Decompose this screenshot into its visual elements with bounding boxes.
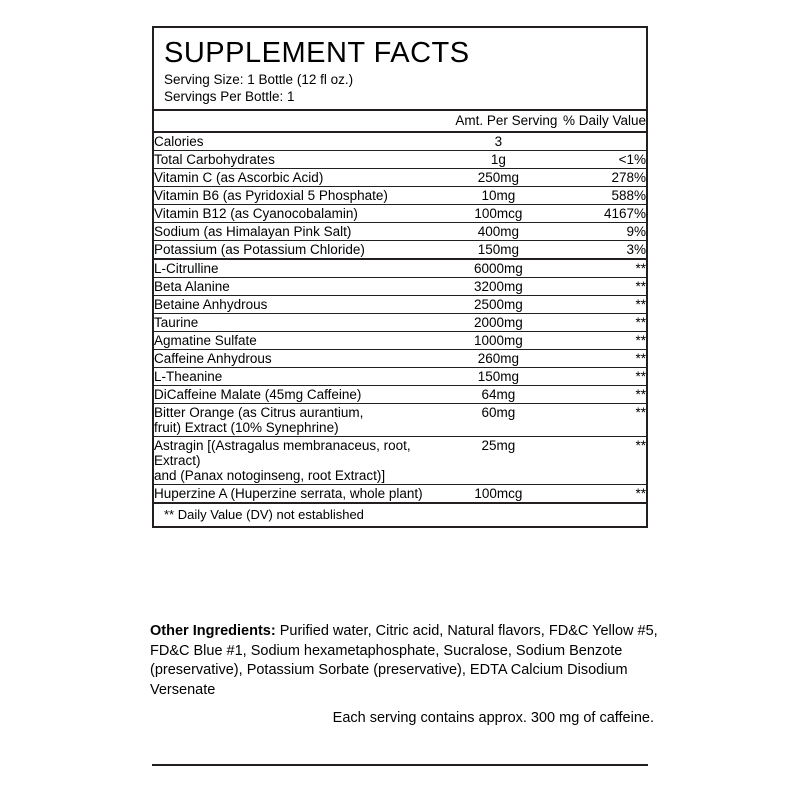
table-row bbox=[154, 205, 646, 223]
nutrient-dv: ** bbox=[557, 350, 646, 368]
table-row bbox=[154, 169, 646, 187]
servings-per-bottle: Servings Per Bottle: 1 bbox=[164, 89, 295, 105]
nutrient-name: Vitamin C (as Ascorbic Acid) bbox=[154, 169, 439, 187]
nutrient-amount: 100mcg bbox=[439, 205, 557, 223]
table-row bbox=[154, 241, 646, 259]
nutrient-amount: 260mg bbox=[439, 350, 557, 368]
header-amount: Amt. Per Serving bbox=[455, 113, 558, 129]
nutrient-dv: 4167% bbox=[557, 205, 646, 223]
table-row bbox=[154, 368, 646, 386]
nutrient-amount: 25mg bbox=[439, 437, 557, 485]
table-row bbox=[154, 223, 646, 241]
nutrient-name-line1: Astragin [(Astragalus membranaceus, root, Extract) bbox=[154, 438, 411, 469]
supplement-facts-panel bbox=[152, 26, 648, 528]
nutrient-name: L-Theanine bbox=[154, 368, 439, 386]
bottom-divider bbox=[152, 764, 648, 766]
nutrient-dv: ** bbox=[557, 314, 646, 332]
nutrient-amount: 3 bbox=[494, 134, 503, 150]
other-ingredients-list: Purified water, Citric acid, Natural flavors, FD&C Yellow #5, FD&C Blue #1, Sodium hexametaphosphate, Sucralose, Sodium Benzote (preservative), Potassium Sorbate (preservative), EDTA Calcium Disodium Versenate bbox=[150, 623, 658, 698]
table-row bbox=[154, 437, 646, 485]
nutrient-name bbox=[154, 404, 439, 437]
table-row bbox=[154, 332, 646, 350]
nutrient-amount: 150mg bbox=[439, 368, 557, 386]
table-row bbox=[154, 314, 646, 332]
nutrient-amount: 60mg bbox=[439, 404, 557, 437]
nutrient-name: Sodium (as Himalayan Pink Salt) bbox=[154, 223, 439, 241]
nutrient-name: Vitamin B6 (as Pyridoxial 5 Phosphate) bbox=[154, 187, 439, 205]
nutrient-dv: 588% bbox=[557, 187, 646, 205]
table-row bbox=[154, 151, 646, 169]
header-daily-value: % Daily Value bbox=[562, 113, 646, 129]
nutrient-name: Agmatine Sulfate bbox=[154, 332, 439, 350]
blend-rows bbox=[154, 260, 646, 502]
other-ingredients-text bbox=[150, 622, 660, 700]
serving-size: Serving Size: 1 Bottle (12 fl oz.) bbox=[164, 72, 354, 88]
caffeine-note: Each serving contains approx. 300 mg of caffeine. bbox=[332, 710, 654, 727]
nutrient-amount: 10mg bbox=[439, 187, 557, 205]
nutrient-amount: 400mg bbox=[439, 223, 557, 241]
nutrient-dv: ** bbox=[557, 296, 646, 314]
nutrient-name: Potassium (as Potassium Chloride) bbox=[154, 241, 439, 259]
nutrient-name: Huperzine A (Huperzine serrata, whole plant) bbox=[154, 485, 439, 503]
nutrient-amount: 100mcg bbox=[439, 485, 557, 503]
nutrient-name: Total Carbohydrates bbox=[154, 151, 439, 169]
nutrient-dv: ** bbox=[557, 386, 646, 404]
nutrient-dv: 278% bbox=[557, 169, 646, 187]
table-row bbox=[154, 296, 646, 314]
nutrient-dv: 3% bbox=[557, 241, 646, 259]
nutrition-table bbox=[154, 111, 646, 131]
nutrient-name-line2: fruit) Extract (10% Synephrine) bbox=[154, 420, 339, 436]
nutrient-name: Caffeine Anhydrous bbox=[154, 350, 439, 368]
table-row bbox=[154, 386, 646, 404]
nutrient-dv: ** bbox=[557, 485, 646, 503]
nutrient-dv: ** bbox=[557, 278, 646, 296]
table-row bbox=[154, 278, 646, 296]
table-row bbox=[154, 485, 646, 503]
nutrient-amount: 6000mg bbox=[474, 261, 523, 277]
daily-value-footnote: ** Daily Value (DV) not established bbox=[164, 507, 364, 523]
nutrient-dv: ** bbox=[557, 404, 646, 437]
nutrient-name-line2: and (Panax notoginseng, root Extract)] bbox=[154, 468, 386, 484]
nutrient-name: Taurine bbox=[154, 314, 439, 332]
nutrient-dv: ** bbox=[557, 437, 646, 485]
nutrient-name: DiCaffeine Malate (45mg Caffeine) bbox=[154, 386, 439, 404]
table-row bbox=[154, 350, 646, 368]
nutrient-dv: <1% bbox=[557, 151, 646, 169]
serving-info bbox=[154, 70, 646, 109]
nutrient-amount: 150mg bbox=[439, 241, 557, 259]
other-ingredients-heading: Other Ingredients: bbox=[150, 623, 276, 639]
nutrient-amount: 2500mg bbox=[439, 296, 557, 314]
table-row bbox=[154, 404, 646, 437]
nutrient-dv: ** bbox=[557, 368, 646, 386]
nutrient-dv: ** bbox=[635, 261, 646, 277]
nutrient-name bbox=[154, 437, 439, 485]
nutrient-amount: 1g bbox=[439, 151, 557, 169]
header-blank bbox=[154, 111, 439, 131]
nutrient-amount: 1000mg bbox=[439, 332, 557, 350]
nutrient-name: L-Citrulline bbox=[154, 261, 219, 277]
nutrient-dv: 9% bbox=[557, 223, 646, 241]
nutrient-amount: 3200mg bbox=[439, 278, 557, 296]
nutrient-dv: ** bbox=[557, 332, 646, 350]
nutrient-amount: 250mg bbox=[439, 169, 557, 187]
nutrient-name-line1: Bitter Orange (as Citrus aurantium, bbox=[154, 405, 364, 421]
nutrient-dv bbox=[557, 133, 646, 151]
nutrient-name: Beta Alanine bbox=[154, 278, 439, 296]
nutrient-amount: 64mg bbox=[439, 386, 557, 404]
other-ingredients-block bbox=[150, 622, 660, 729]
table-row bbox=[154, 133, 646, 151]
table-row bbox=[154, 187, 646, 205]
nutrient-rows bbox=[154, 133, 646, 258]
nutrient-name: Calories bbox=[154, 134, 204, 150]
panel-title: SUPPLEMENT FACTS bbox=[164, 37, 470, 69]
nutrient-name: Vitamin B12 (as Cyanocobalamin) bbox=[154, 205, 439, 223]
table-header-row bbox=[154, 111, 646, 131]
nutrient-name: Betaine Anhydrous bbox=[154, 296, 439, 314]
nutrient-amount: 2000mg bbox=[439, 314, 557, 332]
table-row bbox=[154, 260, 646, 278]
